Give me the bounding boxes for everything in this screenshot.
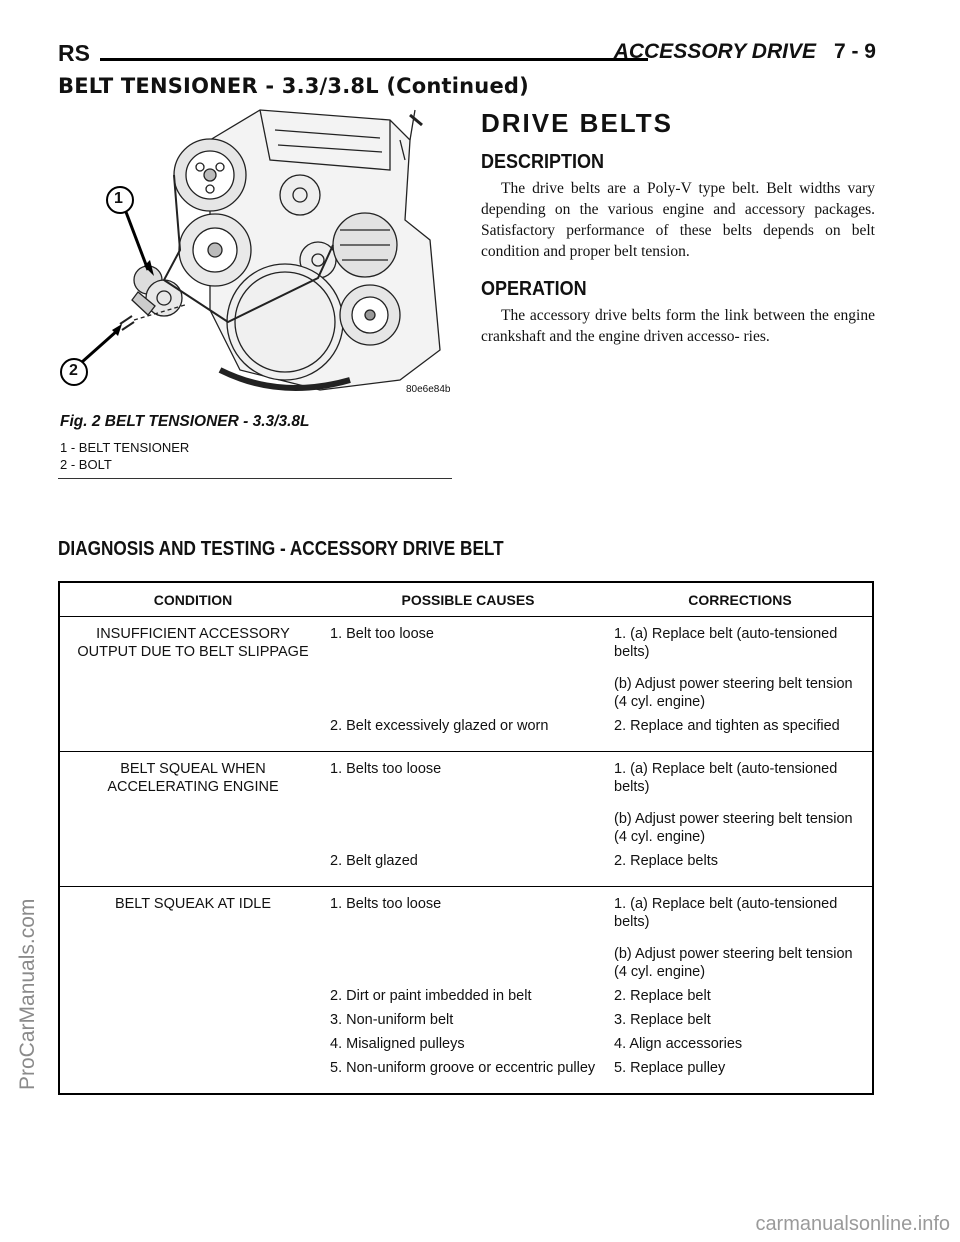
causes-corrections — [326, 625, 872, 741]
cause-cell: 1. Belt too loose — [330, 626, 434, 642]
correction-cell — [610, 760, 872, 852]
correction-cell: 3. Replace belt — [614, 1012, 711, 1028]
header-rule — [100, 58, 648, 61]
description-text: The drive belts are a Poly-V type belt. Belt widths vary depending on the various engine and accessory packages. Satisfactory performance of these belts depends on belt condition and proper belt tension. — [481, 180, 875, 260]
correction-cell: 2. Replace belts — [614, 853, 718, 869]
causes-corrections — [326, 895, 872, 1083]
correction-cell: 4. Align accessories — [614, 1036, 743, 1052]
description-heading: DESCRIPTION — [481, 151, 605, 173]
table-row — [326, 1035, 872, 1059]
cause-cell: 2. Belt excessively glazed or worn — [330, 718, 549, 734]
page-number: 7 - 9 — [833, 40, 876, 63]
condition-cell: BELT SQUEAL WHEN ACCELERATING ENGINE — [107, 761, 279, 795]
figure-legend-item: 1 - BELT TENSIONER — [60, 440, 190, 455]
column-header-condition: CONDITION — [153, 591, 233, 608]
table-row-group — [60, 752, 872, 887]
diagnosis-table — [58, 581, 874, 1095]
header-section-code: RS — [58, 40, 90, 66]
table-header-row — [60, 583, 872, 617]
table-row — [326, 717, 872, 741]
table-row — [326, 895, 872, 987]
column-header-corrections: CORRECTIONS — [688, 591, 792, 608]
figure-code: 80e6e84b — [406, 384, 451, 395]
watermark-vertical: ProCarManuals.com — [16, 898, 39, 1090]
correction-text: 1. (a) Replace belt (auto-tensioned belts) — [614, 626, 838, 660]
cause-cell: 2. Dirt or paint imbedded in belt — [330, 988, 532, 1004]
correction-cell — [610, 895, 872, 987]
cause-cell: 3. Non-uniform belt — [330, 1012, 454, 1028]
table-row — [326, 852, 872, 876]
callout-1-label: 1 — [114, 190, 123, 207]
correction-text: (b) Adjust power steering belt tension (4 cyl. engine) — [614, 946, 853, 980]
table-row-group — [60, 617, 872, 752]
causes-corrections — [326, 760, 872, 876]
table-row-group — [60, 887, 872, 1093]
column-header-causes: POSSIBLE CAUSES — [401, 591, 535, 608]
correction-cell — [610, 625, 872, 717]
section-continued-heading: BELT TENSIONER - 3.3/3.8L (Continued) — [58, 74, 529, 98]
correction-cell: 5. Replace pulley — [614, 1060, 726, 1076]
operation-text: The accessory drive belts form the link between the engine crankshaft and the engine driven accesso- ries. — [481, 307, 875, 345]
engine-illustration — [60, 100, 454, 410]
cause-cell: 4. Misaligned pulleys — [330, 1036, 465, 1052]
cause-cell: 1. Belts too loose — [330, 761, 442, 777]
table-row — [326, 625, 872, 717]
drive-belts-section — [481, 108, 875, 363]
correction-text: 1. (a) Replace belt (auto-tensioned belts) — [614, 896, 838, 930]
cause-cell: 2. Belt glazed — [330, 853, 418, 869]
header-chapter-title: ACCESSORY DRIVE — [613, 40, 816, 63]
condition-cell: INSUFFICIENT ACCESSORY OUTPUT DUE TO BELT SLIPPAGE — [77, 626, 309, 660]
table-row — [326, 987, 872, 1011]
operation-heading: OPERATION — [481, 278, 587, 300]
drive-belts-title: DRIVE BELTS — [481, 108, 673, 138]
correction-text: (b) Adjust power steering belt tension (4 cyl. engine) — [614, 676, 853, 710]
table-row — [326, 760, 872, 852]
header-title — [614, 40, 876, 64]
cause-cell: 1. Belts too loose — [330, 896, 442, 912]
belt-tensioner-figure — [60, 100, 454, 410]
correction-cell: 2. Replace belt — [614, 988, 711, 1004]
diagnosis-title: DIAGNOSIS AND TESTING - ACCESSORY DRIVE BELT — [58, 538, 504, 560]
cause-cell: 5. Non-uniform groove or eccentric pulley — [330, 1060, 596, 1076]
callout-2-label: 2 — [69, 362, 78, 379]
table-row — [326, 1059, 872, 1083]
figure-caption: Fig. 2 BELT TENSIONER - 3.3/3.8L — [60, 413, 310, 430]
condition-cell: BELT SQUEAK AT IDLE — [114, 896, 272, 912]
correction-text: 1. (a) Replace belt (auto-tensioned belts) — [614, 761, 838, 795]
correction-text: (b) Adjust power steering belt tension (4 cyl. engine) — [614, 811, 853, 845]
footer-watermark: carmanualsonline.info — [755, 1213, 950, 1235]
correction-cell: 2. Replace and tighten as specified — [614, 718, 840, 734]
figure-legend-item: 2 - BOLT — [60, 457, 112, 472]
figure-rule — [58, 478, 452, 479]
table-row — [326, 1011, 872, 1035]
